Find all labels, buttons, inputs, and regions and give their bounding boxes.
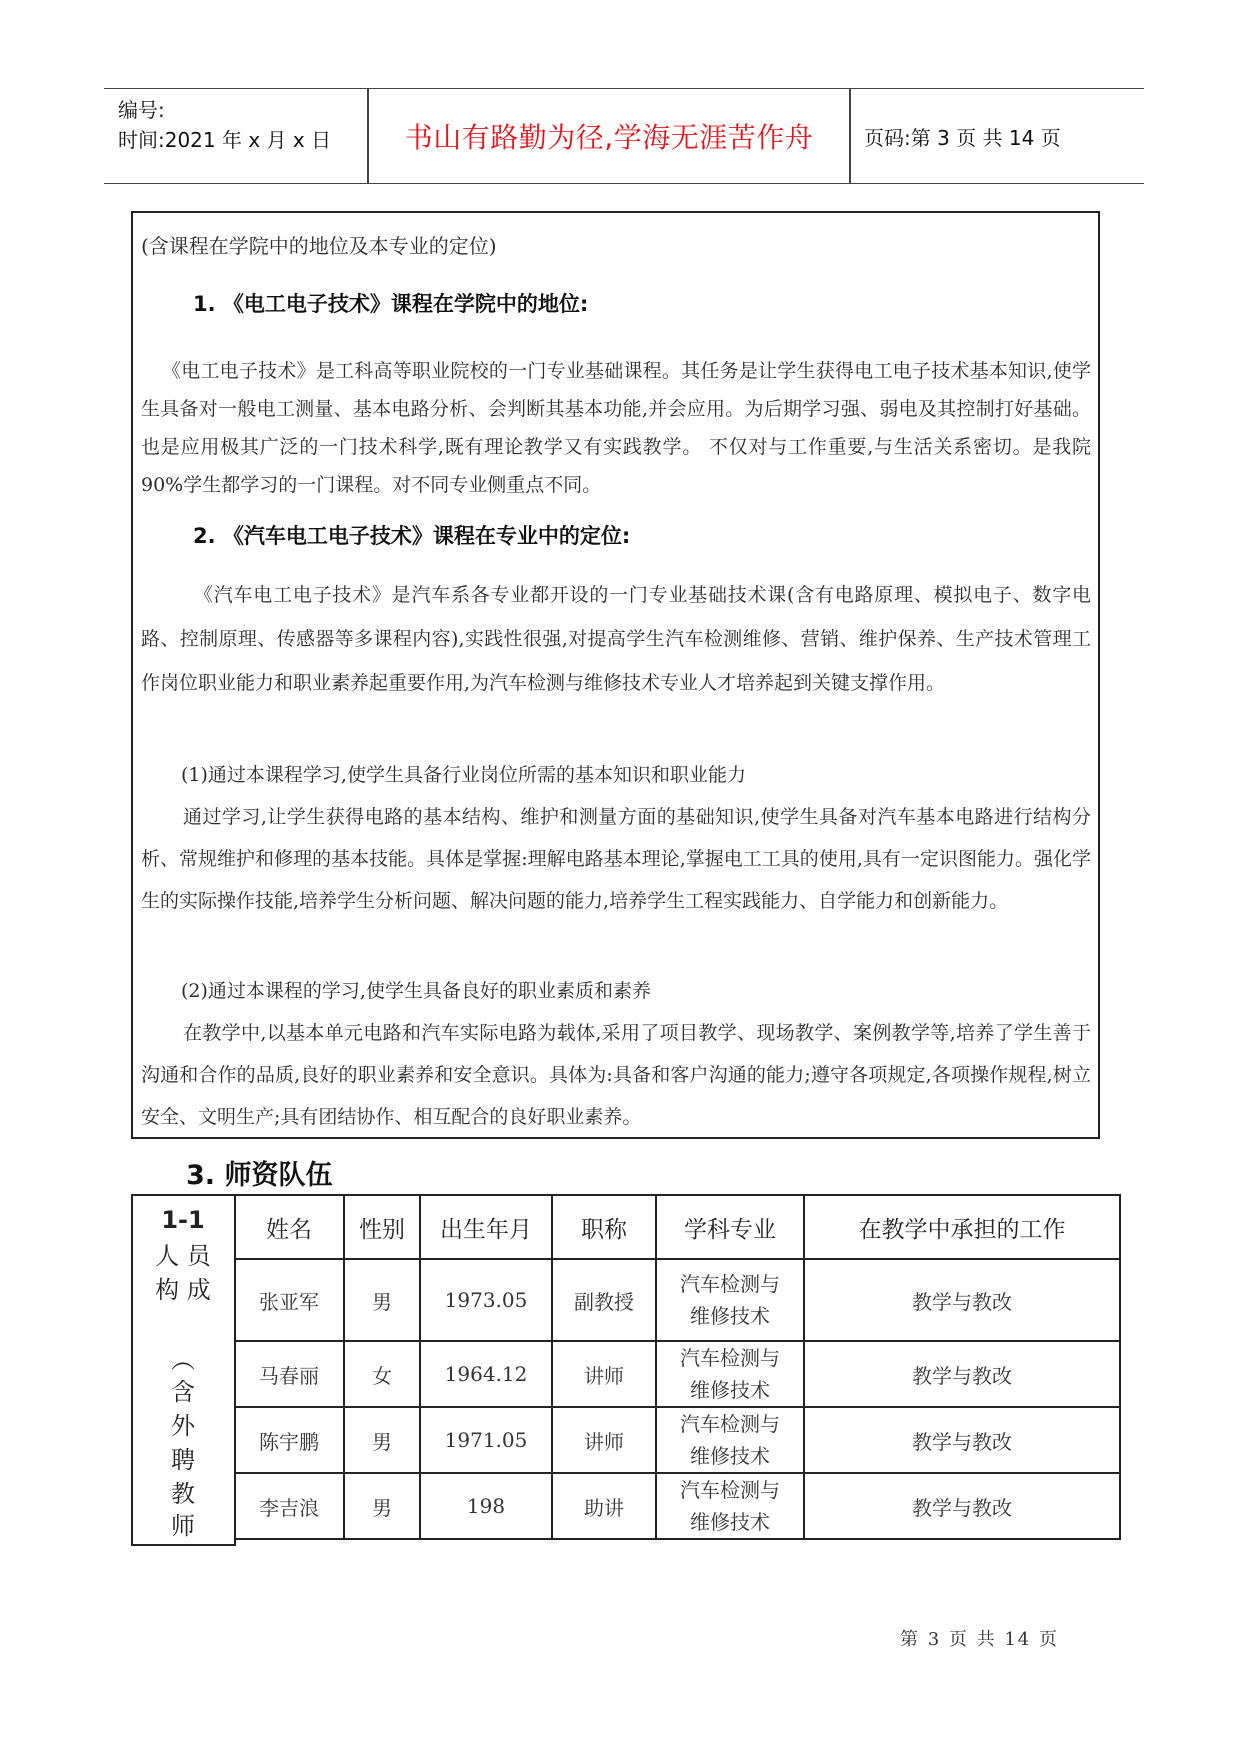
subheading-knowledge: (1)通过本课程学习,使学生具备行业岗位所需的基本知识和职业能力 [181, 764, 746, 786]
staff-major [657, 1260, 803, 1340]
paragraph-knowledge: 通过学习,让学生获得电路的基本结构、维护和测量方面的基础知识,使学生具备对汽车基本电路进行结构分析、常规维护和修理的基本技能。具体是掌握:理解电路基本理论,掌握电工工具的使用,具有一定识图能力。强化学生的实际操作技能,培养学生分析问题、解决问题的能力,培养学生工程实践能力、自学能力和创新能力。 [141, 806, 1091, 912]
staff-title: 副教授 [574, 1289, 634, 1314]
staff-birth: 1973.05 [444, 1288, 528, 1312]
subheading-quality: (2)通过本课程的学习,使学生具备良好的职业素质和素养 [181, 980, 651, 1002]
column-header: 学科专业 [684, 1216, 776, 1243]
staff-name: 陈宇鹏 [259, 1429, 319, 1454]
staff-gender: 女 [372, 1363, 392, 1388]
staff-work: 教学与教改 [912, 1429, 1012, 1454]
staff-title: 讲师 [584, 1429, 624, 1454]
table-border [1119, 1194, 1121, 1540]
table-rule [131, 1544, 235, 1546]
time-text: 时间:2021 年 x 月 x 日 [118, 128, 332, 152]
paragraph-course-status: 《电工电子技术》是工科高等职业院校的一门专业基础课程。其任务是让学生获得电工电子技术基本知识,使学生具备对一般电工测量、基本电路分析、会判断其基本功能,并会应用。为后期学习强、弱电及其控制打好基础。也是应用极其广泛的一门技术科学,既有理论教学又有实践教学。 不仅对与工作重要,与生活关系密切。是我院 90%学生都学习的一门课程。对不同专业侧重点不同。 [141, 360, 1091, 496]
paragraph-course-position: 《汽车电工电子技术》是汽车系各专业都开设的一门专业基础技术课(含有电路原理、模拟电子、数字电路、控制原理、传感器等多课程内容),实践性很强,对提高学生汽车检测维修、营销、维护保养、生产技术管理工作岗位职业能力和职业素养起重要作用,为汽车检测与维修技术专业人才培养起到关键支撑作用。 [141, 584, 1091, 694]
staff-side-label [131, 1194, 235, 1546]
staff-major-line2: 维修技术 [690, 1378, 770, 1402]
staff-major [657, 1342, 803, 1406]
staff-major-line1: 汽车检测与 [680, 1478, 780, 1502]
staff-name: 张亚军 [259, 1289, 319, 1314]
table-rule [235, 1538, 1121, 1540]
staff-work: 教学与教改 [912, 1363, 1012, 1388]
side-line6: 聘 [171, 1446, 195, 1474]
side-line4: 含 [171, 1378, 195, 1406]
staff-gender: 男 [372, 1495, 392, 1520]
staff-title: 助讲 [584, 1495, 624, 1520]
table-border [131, 1194, 133, 1546]
header-motto: 书山有路勤为径,学海无涯苦作舟 [404, 121, 814, 154]
staff-gender: 男 [372, 1429, 392, 1454]
staff-major-line2: 维修技术 [690, 1444, 770, 1468]
staff-name: 马春丽 [259, 1363, 319, 1388]
staff-name: 李吉浪 [259, 1495, 319, 1520]
staff-table [131, 1194, 1121, 1546]
staff-title: 讲师 [584, 1363, 624, 1388]
staff-major-line1: 汽车检测与 [680, 1412, 780, 1436]
staff-major-line2: 维修技术 [690, 1510, 770, 1534]
column-header: 姓名 [266, 1216, 312, 1243]
column-header: 职称 [581, 1216, 627, 1243]
staff-birth: 198 [466, 1494, 506, 1518]
heading-course-position: 2. 《汽车电工电子技术》课程在专业中的定位: [193, 524, 631, 548]
staff-major-line1: 汽车检测与 [680, 1272, 780, 1296]
staff-major [657, 1408, 803, 1472]
staff-birth: 1964.12 [444, 1362, 528, 1386]
header-page-number: 页码:第 3 页 共 14 页 [864, 125, 1061, 150]
heading-staff: 3. 师资队伍 [186, 1160, 333, 1191]
section-intro: (含课程在学院中的地位及本专业的定位) [141, 234, 497, 258]
header-divider [849, 89, 851, 183]
side-line7: 教 [171, 1480, 195, 1508]
column-header: 出生年月 [440, 1216, 532, 1243]
page-header [104, 88, 1144, 184]
staff-birth: 1971.05 [444, 1428, 528, 1452]
number-label: 编号: [118, 98, 165, 122]
side-line8: 师 [171, 1512, 195, 1540]
staff-major [657, 1474, 803, 1538]
side-line2: 构 成 [155, 1276, 211, 1304]
column-header: 在教学中承担的工作 [858, 1216, 1066, 1243]
side-line1: 人 员 [155, 1242, 211, 1270]
side-code: 1-1 [161, 1206, 205, 1234]
side-line5: 外 [171, 1412, 195, 1440]
side-line3: ︵ [171, 1346, 195, 1374]
staff-work: 教学与教改 [912, 1495, 1012, 1520]
staff-major-line2: 维修技术 [690, 1304, 770, 1328]
paragraph-quality: 在教学中,以基本单元电路和汽车实际电路为载体,采用了项目教学、现场教学、案例教学等,培养了学生善于沟通和合作的品质,良好的职业素养和安全意识。具体为:具备和客户沟通的能力;遵守各项规定,各项操作规程,树立安全、文明生产;具有团结协作、相互配合的良好职业素养。 [141, 1022, 1091, 1128]
staff-work: 教学与教改 [912, 1289, 1012, 1314]
column-header: 性别 [359, 1216, 405, 1243]
heading-course-status: 1. 《电工电子技术》课程在学院中的地位: [193, 292, 589, 316]
staff-gender: 男 [372, 1289, 392, 1314]
footer-page-number: 第 3 页 共 14 页 [900, 1629, 1059, 1650]
staff-major-line1: 汽车检测与 [680, 1346, 780, 1370]
header-meta [118, 95, 368, 155]
